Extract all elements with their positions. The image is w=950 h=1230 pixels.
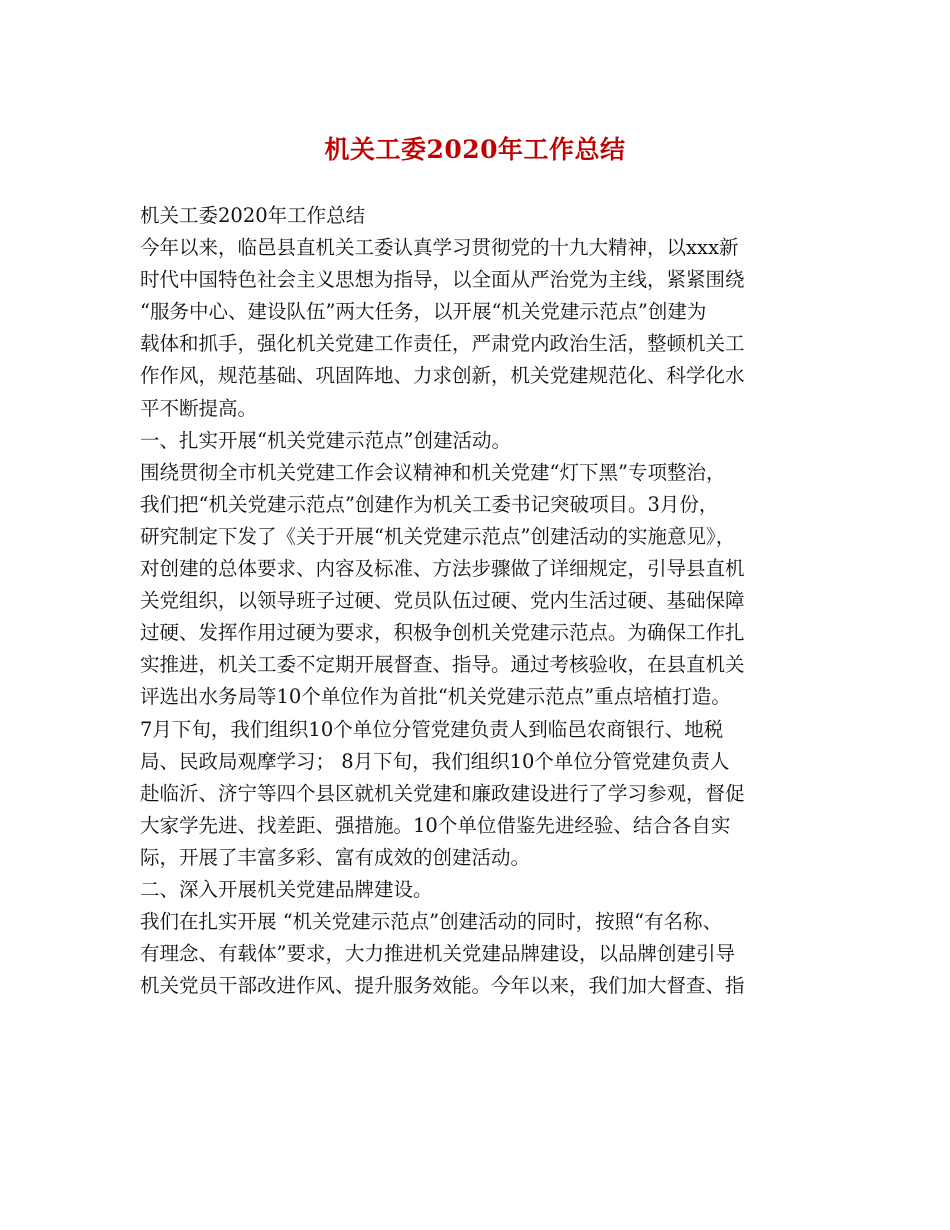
- body-line: 我们在扎实开展 “机关党建示范点”创建活动的同时，按照“有名称、: [140, 910, 723, 934]
- body-line: 实推进，机关工委不定期开展督查、指导。通过考核验收，在县直机关: [140, 653, 745, 677]
- document-title: 机关工委2020年工作总结: [324, 135, 626, 164]
- body-line: 过硬、发挥作用过硬为要求，积极争创机关党建示范点。为确保工作扎: [140, 621, 745, 645]
- body-line: “服务中心、建设队伍”两大任务，以开展“机关党建示范点”创建为: [140, 300, 707, 324]
- body-line: 围绕贯彻全市机关党建工作会议精神和机关党建“灯下黑”专项整治，: [140, 460, 726, 484]
- document-body: [140, 200, 820, 1002]
- body-line: 研究制定下发了《关于开展“机关党建示范点”创建活动的实施意见》，: [140, 524, 736, 548]
- body-line: 有理念、有载体”要求，大力推进机关党建品牌建设，以品牌创建引导: [140, 942, 735, 966]
- body-line: 赴临沂、济宁等四个县区就机关党建和廉政建设进行了学习参观，督促: [140, 781, 745, 805]
- body-line: 载体和抓手，强化机关党建工作责任，严肃党内政治生活，整顿机关工: [140, 332, 745, 356]
- body-line: 时代中国特色社会主义思想为指导，以全面从严治党为主线，紧紧围绕: [140, 268, 745, 292]
- body-line: 评选出水务局等10个单位作为首批“机关党建示范点”重点培植打造。: [140, 685, 731, 709]
- body-line: 机关党员干部改进作风、提升服务效能。今年以来，我们加大督查、指: [140, 974, 745, 998]
- section-heading: 二、深入开展机关党建品牌建设。: [140, 877, 433, 901]
- body-line: 局、民政局观摩学习； 8月下旬，我们组织10个单位分管党建负责人: [140, 749, 730, 773]
- body-line: 作作风，规范基础、巩固阵地、力求创新，机关党建规范化、科学化水: [140, 364, 745, 388]
- body-line: 际，开展了丰富多彩、富有成效的创建活动。: [140, 845, 531, 869]
- body-line: 平不断提高。: [140, 396, 258, 420]
- body-line: 关党组织，以领导班子过硬、党员队伍过硬、党内生活过硬、基础保障: [140, 589, 745, 613]
- body-line: 7月下旬，我们组织10个单位分管党建负责人到临邑农商银行、地税: [140, 717, 724, 741]
- body-line: 今年以来，临邑县直机关工委认真学习贯彻党的十九大精神，以xxx新: [140, 236, 739, 260]
- body-line: 大家学先进、找差距、强措施。10个单位借鉴先进经验、结合各自实: [140, 813, 731, 837]
- body-line: 机关工委2020年工作总结: [140, 204, 366, 227]
- body-line: 我们把“机关党建示范点”创建作为机关工委书记突破项目。3月份，: [140, 492, 719, 516]
- body-line: 对创建的总体要求、内容及标准、方法步骤做了详细规定，引导县直机: [140, 557, 745, 581]
- section-heading: 一、扎实开展“机关党建示范点”创建活动。: [140, 428, 511, 452]
